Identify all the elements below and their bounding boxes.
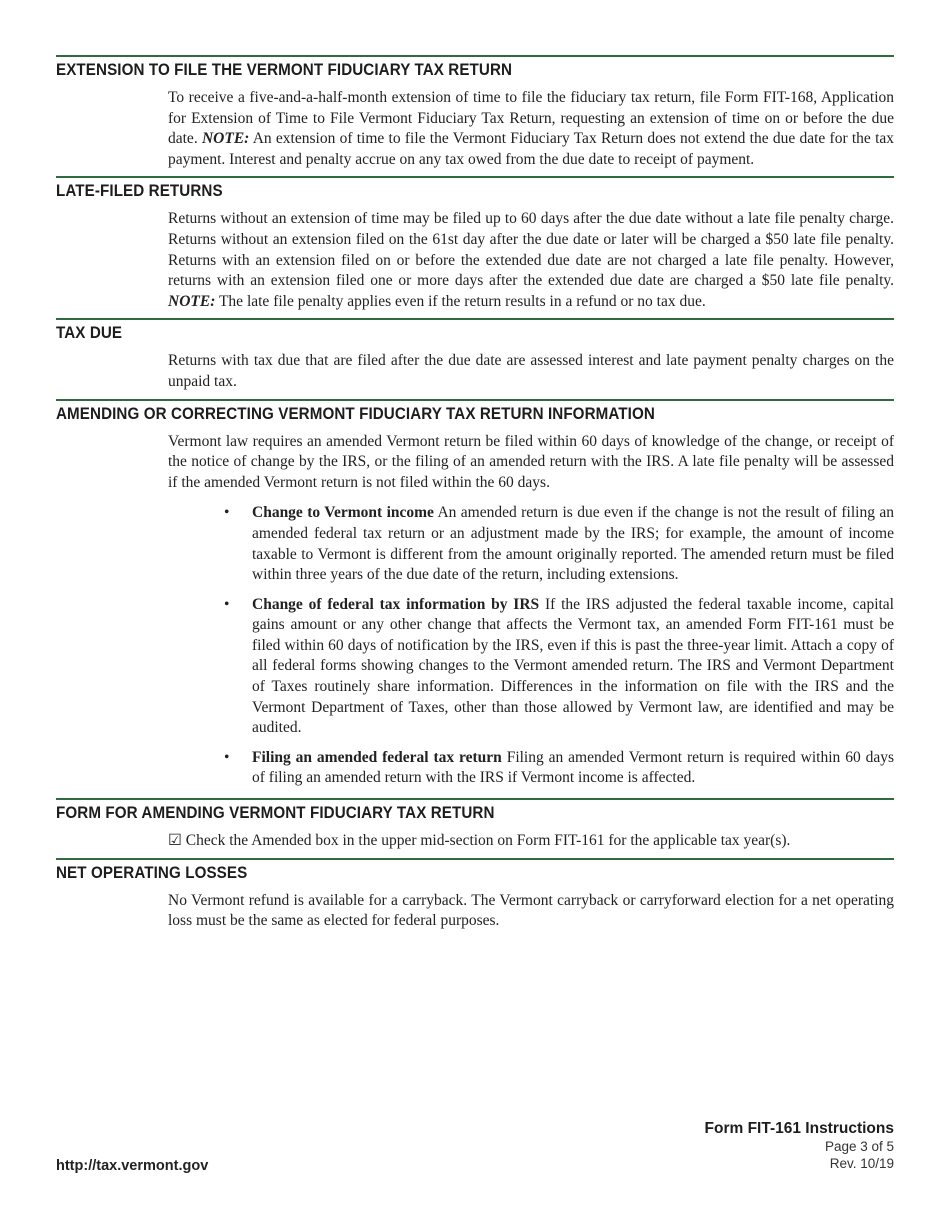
body-text: To receive a five-and-a-half-month extension of time to file the fiduciary tax return, file Form FIT-168, Application for Extension of Time to File Vermont Fiduciary Tax Return, requesting an extension of time on or before the due date. xyxy=(168,89,894,148)
section-heading: NET OPERATING LOSSES xyxy=(56,863,248,882)
bullet-title: Filing an amended federal tax return xyxy=(252,748,502,766)
bullet-text: Filing an amended Vermont return is required within 60 days of filing an amended return with the IRS if Vermont income is affected. xyxy=(252,748,895,787)
section-late-filed xyxy=(56,176,894,312)
bullet-icon: • xyxy=(224,504,230,522)
body-text: The late file penalty applies even if the return results in a refund or no tax due. xyxy=(218,292,706,310)
section-body: Vermont law requires an amended Vermont return be filed within 60 days of knowledge of the change, or receipt of the notice of change by the IRS, or the filing of an amended return with the IRS. A late file penalty will be assessed if the amended Vermont return is not filed within the 60 days. xyxy=(168,432,894,491)
section-net-operating-losses xyxy=(56,858,894,932)
bullet-list xyxy=(224,503,894,789)
section-heading: LATE-FILED RETURNS xyxy=(56,182,223,201)
section-tax-due xyxy=(56,318,894,392)
section-heading: AMENDING OR CORRECTING VERMONT FIDUCIARY TAX RETURN INFORMATION xyxy=(56,404,655,423)
body-text: An extension of time to file the Vermont Fiduciary Tax Return does not extend the due date for the tax payment. Interest and penalty accrue on any tax owed from the due date to receipt of payment. xyxy=(168,130,895,168)
section-body xyxy=(168,209,894,312)
bullet-title: Change to Vermont income xyxy=(252,504,434,522)
bullet-icon: • xyxy=(224,595,230,613)
footer-page-number: Page 3 of 5 xyxy=(824,1139,894,1154)
section-body xyxy=(168,88,894,170)
bullet-text: An amended return is due even if the change is not the result of filing an amended federal tax return or an adjustment made by the IRS; for example, the amount of income taxable to Vermont is different from the amount originally reported. The amended return must be filed within three years of the due date of the return, including extensions. xyxy=(252,504,894,584)
section-body xyxy=(168,831,894,852)
footer-url: http://tax.vermont.gov xyxy=(56,1158,209,1174)
footer-form-title: Form FIT-161 Instructions xyxy=(704,1120,894,1137)
checkbox-icon: ☑ xyxy=(168,832,182,850)
list-item xyxy=(224,503,894,585)
section-heading: FORM FOR AMENDING VERMONT FIDUCIARY TAX RETURN xyxy=(56,804,495,823)
bullet-text: If the IRS adjusted the federal taxable income, capital gains amount or any other change that affects the Vermont tax, an amended Form FIT-161 must be filed within 60 days of notification by the IRS, even if this is past the three-year limit. Attach a copy of all federal forms showing changes to the Vermont amended return. The IRS and Vermont Department of Taxes routinely share information. Differences in the information on file with the IRS and the Vermont Department of Taxes, other than those allowed by Vermont law, are identified and may be audited. xyxy=(252,595,894,737)
list-item xyxy=(224,748,894,789)
bullet-title: Change of federal tax information by IRS xyxy=(252,595,540,613)
footer-revision: Rev. 10/19 xyxy=(829,1156,894,1171)
section-extension xyxy=(56,55,894,170)
note-label: NOTE: xyxy=(201,130,250,148)
section-body: Returns with tax due that are filed after the due date are assessed interest and late payment penalty charges on the unpaid tax. xyxy=(168,352,894,390)
section-form-amending xyxy=(56,798,894,852)
list-item xyxy=(224,595,894,739)
section-body: No Vermont refund is available for a carryback. The Vermont carryback or carryforward election for a net operating loss must be the same as elected for federal purposes. xyxy=(168,891,894,930)
footer-form-info xyxy=(705,1120,894,1172)
section-heading: TAX DUE xyxy=(56,324,123,343)
section-amending xyxy=(56,399,894,790)
document-page xyxy=(56,55,894,938)
body-text: Check the Amended box in the upper mid-section on Form FIT-161 for the applicable tax year(s). xyxy=(185,832,791,850)
body-text: Returns without an extension of time may be filed up to 60 days after the due date without a late file penalty charge. Returns without an extension filed on the 61st day after the due date or later will be charged a $50 late file penalty. Returns with an extension filed on or before the extended due date are not charged a late file penalty. However, returns with an extension filed one or more days after the extended due date are charged a $50 late file penalty. xyxy=(168,210,894,290)
bullet-icon: • xyxy=(224,748,230,766)
note-label: NOTE: xyxy=(168,292,216,310)
section-heading: EXTENSION TO FILE THE VERMONT FIDUCIARY TAX RETURN xyxy=(56,61,513,79)
